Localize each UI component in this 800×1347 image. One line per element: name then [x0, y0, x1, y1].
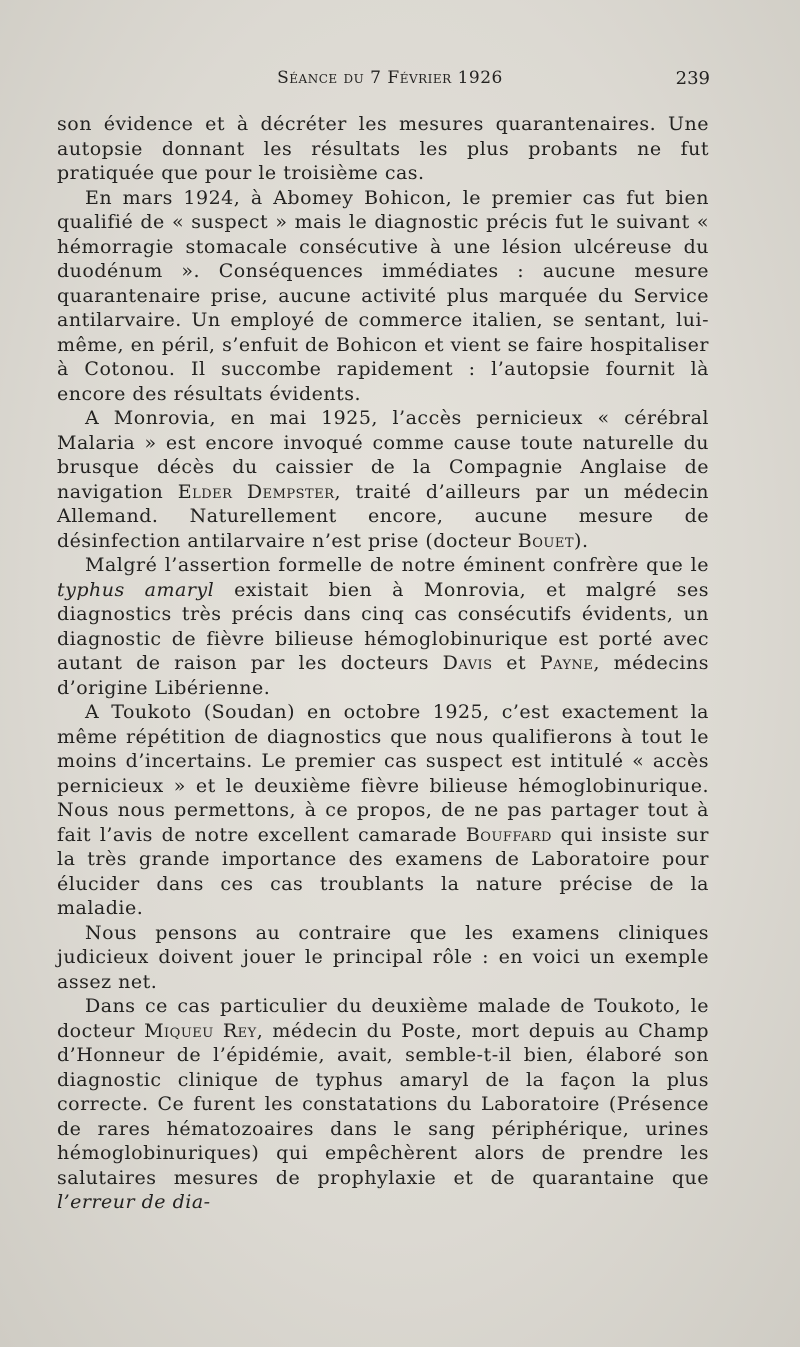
paragraph-5 — [57, 700, 709, 921]
author-name-payne: Payne — [539, 652, 594, 674]
author-name-bouffard: Bouffard — [465, 823, 552, 846]
italic-phrase: l’erreur de dia- — [57, 1191, 211, 1213]
paragraph-7 — [57, 994, 709, 1215]
author-name-miqueu-rey: Miqueu Rey — [144, 1019, 257, 1042]
paragraph-3-text-a: A Monrovia, en mai 1925, l’accès pernicieux « cérébral Malaria » est encore invoqué comme cause toute naturelle du brusque décès du caissier de la Compagnie Anglaise de navigation — [57, 407, 709, 503]
paragraph-2: En mars 1924, à Abomey Bohicon, le premier cas fut bien qualifié de « suspect » mais le diagnostic précis fut le suivant « hémorragie stomacale consécutive à une lésion ulcéreuse du duodénum ». Conséquences immédiates : aucune mesure quarantenaire prise, aucune activité plus marquée du Service antilarvaire. Un employé de commerce italien, se sentant, lui-même, en péril, s’enfuit de Bohicon et vient se faire hospitaliser à Cotonou. Il succombe rapidement : l’autopsie fournit là encore des résultats évidents. — [57, 186, 709, 405]
paragraph-6: Nous pensons au contraire que les examens cliniques judicieux doivent jouer le principal rôle : en voici un exemple assez net. — [57, 921, 709, 993]
paragraph-7-text-b: , médecin du Poste, mort depuis au Champ d’Honneur de l’épidémie, avait, semble-t-il bien, élaboré son diagnostic clinique de typhus amaryl de la façon la plus correcte. Ce furent les constatations du Laboratoire (Présence de rares hématozoaires dans le sang périphérique, urines hémoglobinuriques) qui empêchèrent alors de prendre les salutaires mesures de prophylaxie et de quarantaine que — [57, 1019, 709, 1189]
author-name-davis: Davis — [442, 652, 493, 674]
paragraph-3-text-b: , traité d’ailleurs par un médecin Allemand. Naturellement encore, aucune mesure de désinfection antilarvaire n’est prise (docteur — [57, 480, 710, 552]
author-name-bouet: Bouet — [517, 529, 575, 552]
paragraph-1: son évidence et à décréter les mesures quarantenaires. Une autopsie donnant les résultats les plus probants ne fut pratiquée que pour le troisième cas. — [57, 113, 709, 184]
paragraph-7-text-a: Dans ce cas particulier du deuxième malade de Toukoto, le docteur — [57, 995, 709, 1042]
company-name: Elder Dempster — [177, 480, 335, 503]
paragraph-3 — [57, 406, 709, 553]
paragraph-4-text-c: , médecins d’origine Libérienne. — [57, 652, 710, 699]
italic-term: typhus amaryl — [57, 578, 215, 601]
paragraph-4-text-a: Malgré l’assertion formelle de notre éminent confrère que le — [85, 554, 709, 576]
paragraph-5-text-a: A Toukoto (Soudan) en octobre 1925, c’est exactement la même répétition de diagnostics que nous qualifierons à tout le moins d’incertains. Le premier cas suspect est intitulé « accès pernicieux » et le deuxième fièvre bilieuse hémoglobinurique. Nous nous permettons, à ce propos, de ne pas partager tout à fait l’avis de notre excellent camarade — [57, 701, 709, 846]
body-text — [57, 112, 709, 1215]
paragraph-3-text-c: ). — [574, 529, 589, 552]
paragraph-4 — [57, 553, 709, 700]
paragraph-4-and: et — [492, 652, 540, 674]
paragraph-5-text-b: qui insiste sur la très grande importance des examens de Laboratoire pour élucider dans ces cas troublants la nature précise de la maladie. — [57, 823, 709, 919]
page-header — [60, 68, 720, 98]
running-title: Séance du 7 Février 1926 — [277, 68, 503, 88]
paragraph-4-text-b: existait bien à Monrovia, et malgré ses diagnostics très précis dans cinq cas consécutifs évidents, un diagnostic de fièvre bilieuse hémoglobinurique est porté avec autant de raison par les docteurs — [57, 578, 709, 674]
page-number: 239 — [675, 68, 710, 89]
